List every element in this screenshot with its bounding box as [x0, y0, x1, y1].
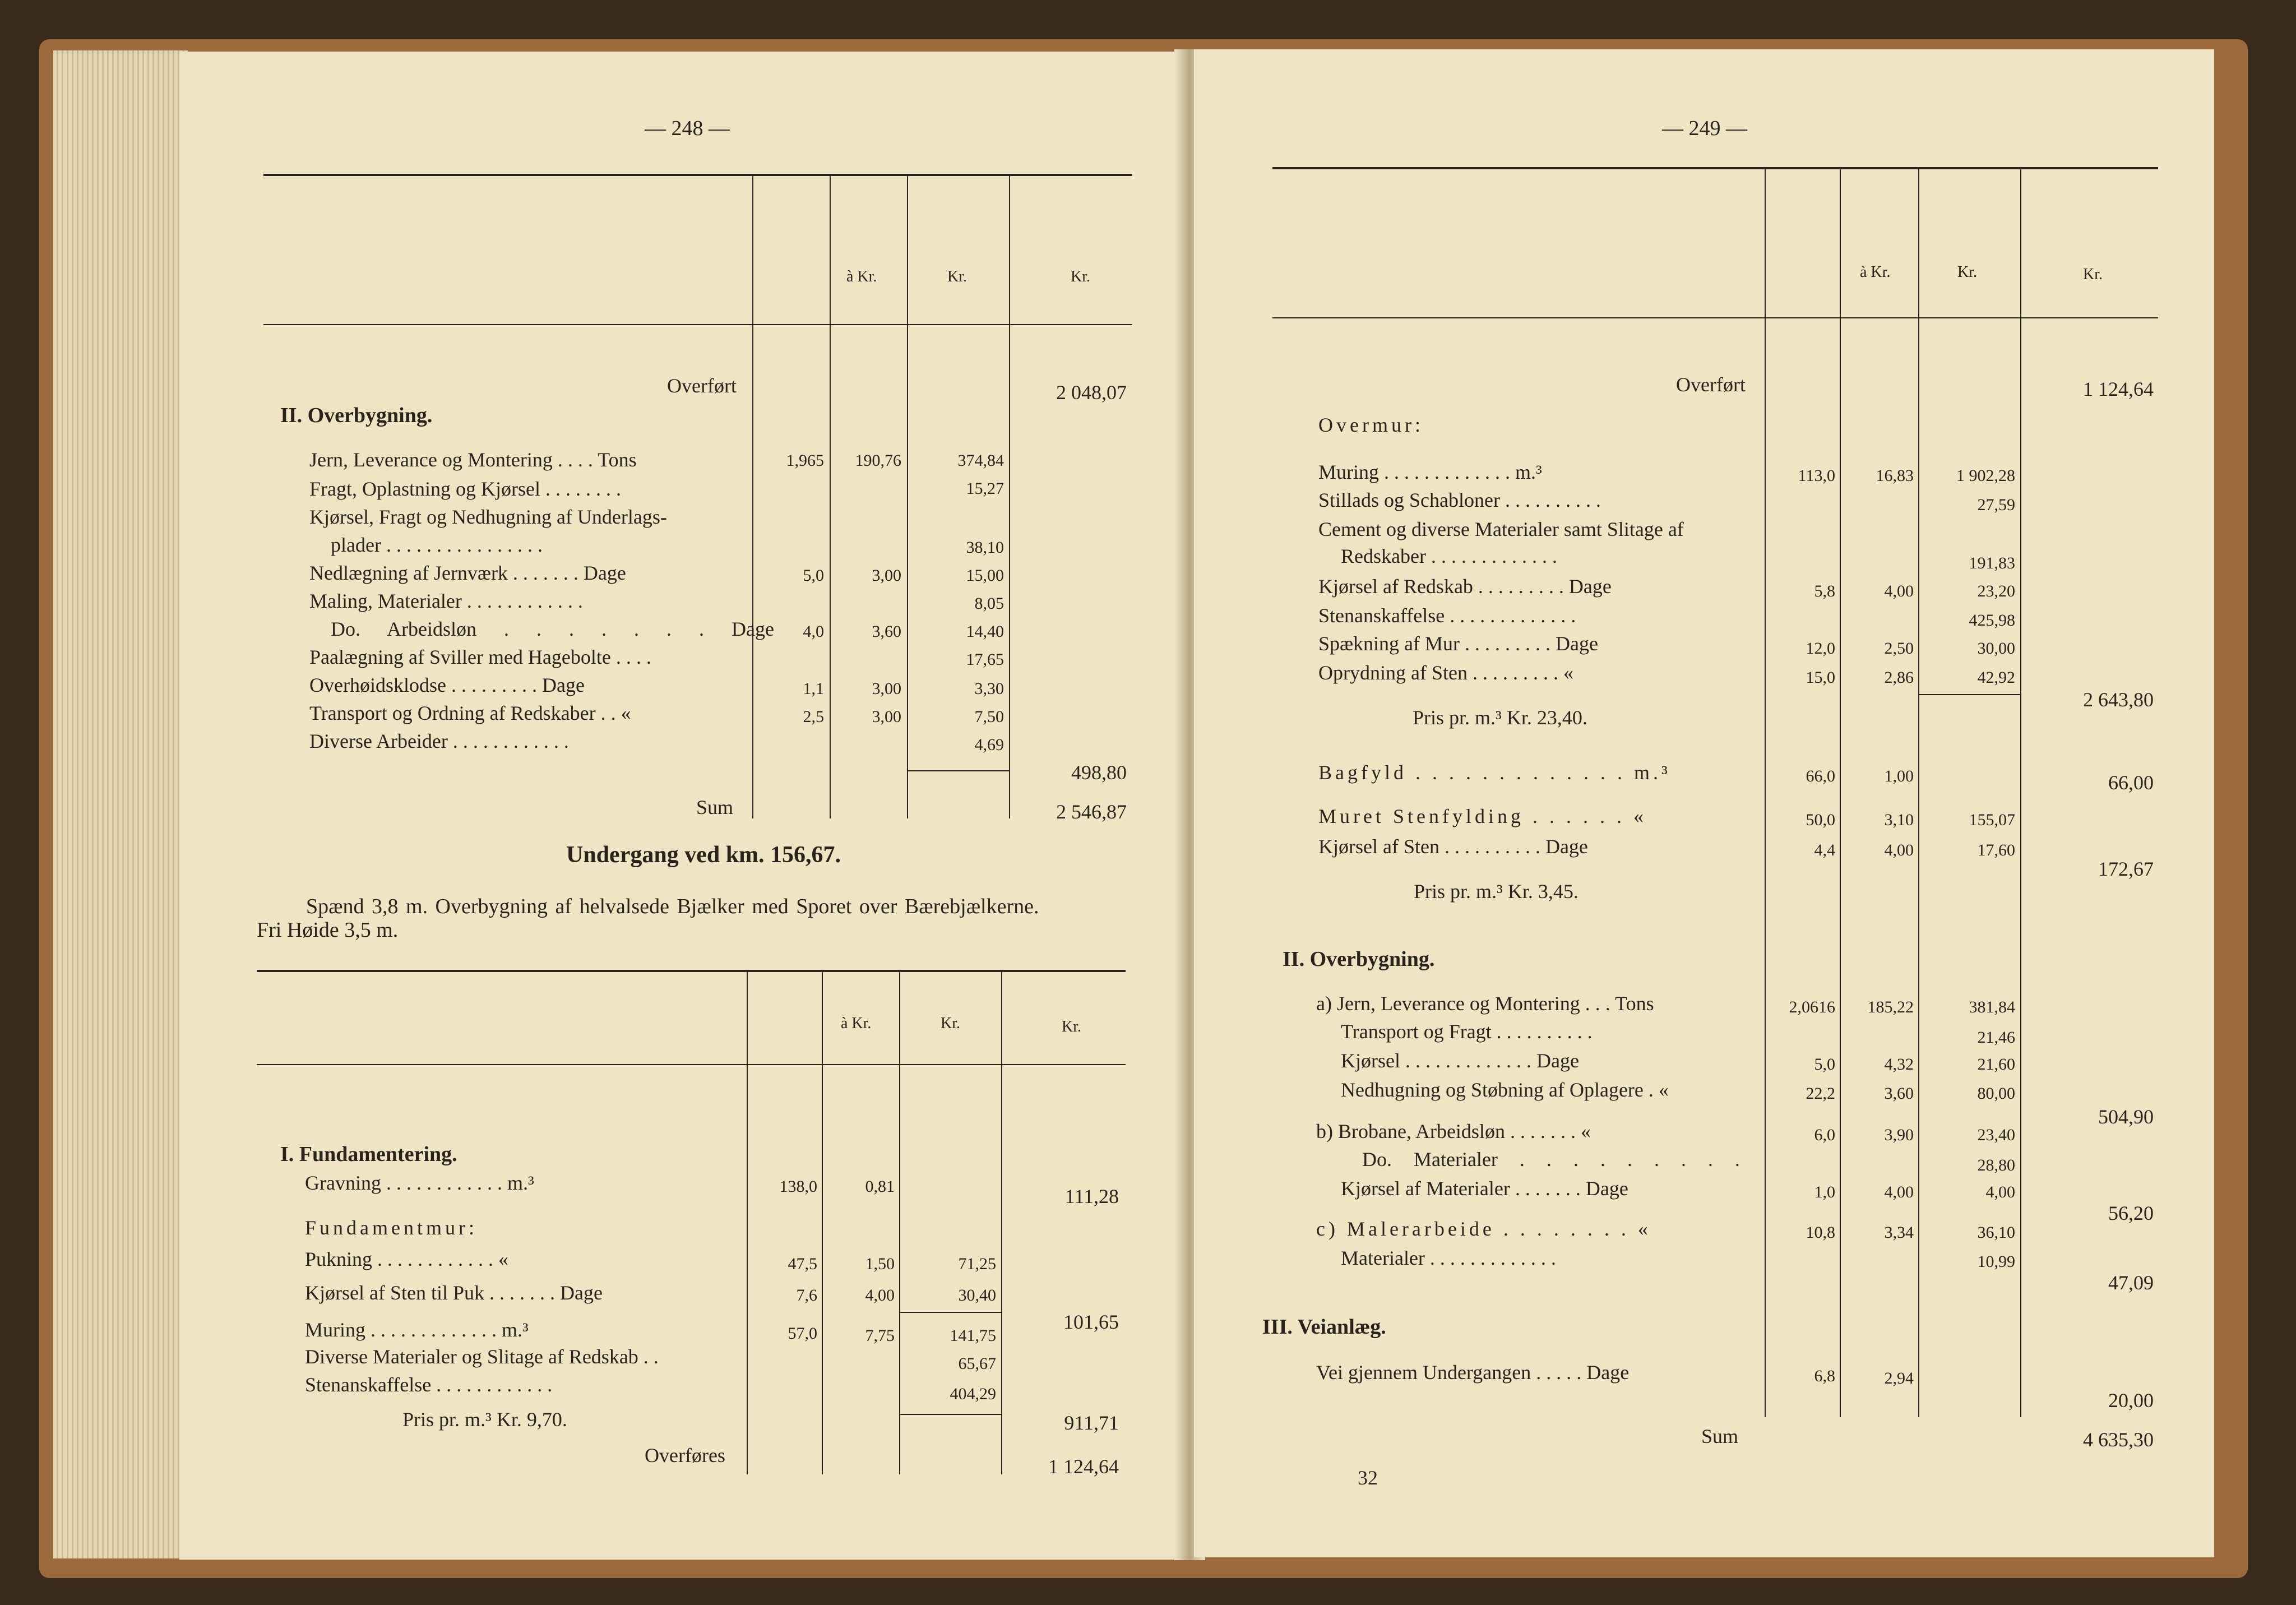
table2-rule-top [257, 970, 1126, 972]
row-rate: 2,86 [1884, 668, 1914, 687]
row-text: Nedlægning af Jernværk . . . . . . . Dage [309, 562, 626, 584]
row-rate: 3,60 [872, 622, 901, 641]
row-qty: 138,0 [779, 1177, 817, 1196]
row-text: Diverse Materialer og Slitage af Redskab . . [305, 1345, 659, 1368]
row-amount: 30,40 [958, 1286, 996, 1305]
row-rate: 0,81 [865, 1177, 895, 1196]
subsection-heading: Overmur: [1318, 414, 1424, 436]
subtotal-rule [1918, 694, 2020, 695]
subtotal-rule [899, 1312, 1001, 1313]
col-head-amount: Kr. [947, 268, 967, 285]
gravning-total: 111,28 [1064, 1185, 1119, 1208]
row-amount: 27,59 [1977, 496, 2015, 514]
page-number: — 249 — [1662, 117, 1747, 140]
row-qty: 1,1 [803, 679, 824, 698]
row-text: Bagfyld . . . . . . . . . . . . . m.³ [1318, 761, 1671, 784]
row-text: Kjørsel af Redskab . . . . . . . . . Dage [1318, 575, 1612, 598]
row-text: Spækning af Mur . . . . . . . . . Dage [1318, 632, 1598, 655]
row-amount: 4,69 [974, 736, 1004, 754]
row-qty: 4,4 [1814, 841, 1835, 859]
row-text: a) Jern, Leverance og Montering . . . Tons [1316, 992, 1654, 1015]
bagfyld-total: 66,00 [2108, 771, 2154, 794]
row-qty: 113,0 [1798, 466, 1835, 485]
row-rate: 2,94 [1884, 1369, 1914, 1387]
row-text: Do. Arbeidsløn . . . . . . . Dage [331, 618, 774, 640]
vei-total: 20,00 [2108, 1389, 2154, 1412]
row-amount: 374,84 [957, 451, 1004, 470]
col-divider [822, 970, 823, 1474]
row-qty: 12,0 [1806, 639, 1835, 658]
page-number: — 248 — [645, 117, 730, 140]
row-amount: 155,07 [1969, 811, 2015, 829]
row-qty: 5,0 [1814, 1055, 1835, 1074]
table-rule-top [263, 174, 1132, 176]
col-divider [907, 174, 908, 818]
row-amount: 23,40 [1977, 1126, 2015, 1144]
row-text: Maling, Materialer . . . . . . . . . . . . [309, 590, 583, 612]
sum-label: Sum [1701, 1425, 1739, 1447]
row-amount: 17,60 [1977, 841, 2015, 859]
row-qty: 1,0 [1814, 1183, 1835, 1201]
overmur-total: 2 643,80 [2083, 688, 2154, 711]
row-text: Stillads og Schabloner . . . . . . . . . . [1318, 489, 1601, 511]
subtotal-rule [899, 1414, 1001, 1415]
row-qty: 1,965 [786, 451, 824, 470]
row-rate: 1,00 [1884, 767, 1914, 785]
price-note: Pris pr. m.³ Kr. 9,70. [402, 1408, 567, 1431]
row-text: b) Brobane, Arbeidsløn . . . . . . . « [1316, 1120, 1591, 1143]
right-page [1194, 49, 2214, 1557]
row-text: Muring . . . . . . . . . . . . . m.³ [305, 1319, 529, 1341]
col-divider [752, 174, 753, 818]
row-amount: 80,00 [1977, 1084, 2015, 1103]
row-amount: 381,84 [1969, 998, 2015, 1016]
row-text: Kjørsel af Sten til Puk . . . . . . . Dage [305, 1282, 603, 1304]
description-line: Fri Høide 3,5 m. [257, 918, 399, 942]
overbygning-a-total: 504,90 [2098, 1106, 2154, 1128]
row-qty: 6,8 [1814, 1367, 1835, 1385]
row-rate: 3,60 [1884, 1084, 1914, 1103]
section-heading: II. Overbygning. [1283, 947, 1435, 971]
row-amount: 21,46 [1977, 1028, 2015, 1047]
overfort-total: 1 124,64 [2083, 378, 2154, 400]
row-qty: 15,0 [1806, 668, 1835, 687]
table2-rule-head [257, 1064, 1126, 1065]
overbygning-c-total: 47,09 [2108, 1271, 2154, 1294]
row-qty: 2,5 [803, 707, 824, 726]
row-rate: 1,50 [865, 1255, 895, 1273]
row-rate: 3,34 [1884, 1223, 1914, 1242]
section-heading: III. Veianlæg. [1262, 1315, 1386, 1339]
row-amount: 42,92 [1977, 668, 2015, 687]
row-text: Pukning . . . . . . . . . . . . « [305, 1248, 509, 1270]
row-text: Muring . . . . . . . . . . . . . m.³ [1318, 461, 1542, 483]
subtotal-rule [907, 770, 1009, 771]
table-rule-head [1272, 317, 2158, 318]
row-text: Kjørsel af Sten . . . . . . . . . . Dage [1318, 835, 1588, 858]
col-divider [2020, 167, 2021, 1417]
col-divider [899, 970, 900, 1474]
row-text: Nedhugning og Støbning af Oplagere . « [1341, 1079, 1669, 1101]
overbygning-b-total: 56,20 [2108, 1202, 2154, 1224]
row-text: Jern, Leverance og Montering . . . . Tons [309, 448, 637, 471]
row-qty: 57,0 [788, 1324, 817, 1343]
row-amount: 14,40 [966, 622, 1004, 641]
row-amount: 30,00 [1977, 639, 2015, 658]
row-qty: 4,0 [803, 622, 824, 641]
row-rate: 3,90 [1884, 1126, 1914, 1144]
overfort-label: Overført [1676, 373, 1746, 396]
price-note: Pris pr. m.³ Kr. 23,40. [1413, 706, 1587, 729]
row-text: Gravning . . . . . . . . . . . . m.³ [305, 1172, 534, 1194]
row-text: Overhøidsklodse . . . . . . . . . Dage [309, 674, 585, 696]
row-amount: 65,67 [958, 1354, 996, 1373]
row-amount: 7,50 [974, 707, 1004, 726]
col-head-amount: Kr. [941, 1015, 960, 1032]
subtotal: 498,80 [1071, 761, 1127, 784]
row-text: plader . . . . . . . . . . . . . . . . [331, 534, 543, 556]
row-qty: 7,6 [796, 1286, 817, 1305]
row-rate: 4,32 [1884, 1055, 1914, 1074]
table-rule-head [263, 324, 1132, 325]
row-text: Vei gjennem Undergangen . . . . . Dage [1316, 1361, 1630, 1384]
row-rate: 4,00 [1884, 1183, 1914, 1201]
row-text: Fragt, Oplastning og Kjørsel . . . . . . . . [309, 478, 621, 500]
row-amount: 23,20 [1977, 582, 2015, 600]
signature-mark: 32 [1358, 1467, 1378, 1489]
row-text: Transport og Ordning af Redskaber . . « [309, 702, 631, 724]
row-amount: 71,25 [958, 1255, 996, 1273]
row-text: Muret Stenfylding . . . . . . « [1318, 805, 1647, 827]
row-rate: 7,75 [865, 1326, 895, 1345]
row-qty: 47,5 [788, 1255, 817, 1273]
col-divider [1765, 167, 1766, 1417]
row-text: Materialer . . . . . . . . . . . . . [1341, 1247, 1556, 1269]
col-head-rate: à Kr. [1860, 263, 1891, 281]
col-divider [1840, 167, 1841, 1417]
fundamentmur-subtotal: 101,65 [1063, 1311, 1119, 1333]
row-amount: 3,30 [974, 679, 1004, 698]
row-text: Stenanskaffelse . . . . . . . . . . . . . [1318, 604, 1576, 627]
row-qty: 66,0 [1806, 767, 1835, 785]
row-text: Kjørsel, Fragt og Nedhugning af Underlags- [309, 506, 667, 528]
row-amount: 17,65 [966, 650, 1004, 669]
row-text: Kjørsel af Materialer . . . . . . . Dage [1341, 1177, 1628, 1200]
row-amount: 10,99 [1977, 1252, 2015, 1271]
row-amount: 21,60 [1977, 1055, 2015, 1074]
overfort-total: 2 048,07 [1056, 381, 1127, 404]
col-divider [1009, 174, 1010, 818]
row-text: Diverse Arbeider . . . . . . . . . . . . [309, 730, 569, 752]
subsection-heading: Fundamentmur: [305, 1217, 478, 1239]
row-qty: 5,0 [803, 566, 824, 585]
table-rule-top [1272, 167, 2158, 169]
row-text: c) Malerarbeide . . . . . . . . « [1316, 1218, 1651, 1240]
col-head-rate: à Kr. [841, 1015, 872, 1032]
row-amount: 15,00 [966, 566, 1004, 585]
row-qty: 2,0616 [1789, 998, 1835, 1016]
row-qty: 22,2 [1806, 1084, 1835, 1103]
col-head-amount: Kr. [1957, 263, 1977, 281]
sum-total: 4 635,30 [2083, 1428, 2154, 1451]
overfores-total: 1 124,64 [1048, 1455, 1119, 1478]
row-qty: 50,0 [1806, 811, 1835, 829]
row-amount: 15,27 [966, 479, 1004, 498]
row-rate: 2,50 [1884, 639, 1914, 658]
row-amount: 404,29 [950, 1385, 996, 1403]
section-heading: I. Fundamentering. [280, 1143, 457, 1166]
col-divider [1001, 970, 1002, 1474]
row-amount: 1 902,28 [1956, 466, 2015, 485]
row-amount: 425,98 [1969, 611, 2015, 630]
overfores-label: Overføres [645, 1444, 725, 1467]
row-amount: 191,83 [1969, 554, 2015, 572]
price-note: Pris pr. m.³ Kr. 3,45. [1414, 880, 1578, 903]
col-head-total: Kr. [2083, 266, 2103, 283]
row-text: Paalægning af Sviller med Hagebolte . . . . [309, 646, 651, 668]
col-head-total: Kr. [1071, 268, 1090, 285]
row-amount: 8,05 [974, 594, 1004, 613]
undergang-heading: Undergang ved km. 156,67. [566, 842, 841, 868]
row-text: Redskaber . . . . . . . . . . . . . [1341, 545, 1557, 567]
row-text: Oprydning af Sten . . . . . . . . . « [1318, 662, 1573, 684]
row-text: Transport og Fragt . . . . . . . . . . [1341, 1020, 1593, 1043]
muret-total: 172,67 [2098, 858, 2154, 880]
row-rate: 190,76 [855, 451, 901, 470]
col-divider [830, 174, 831, 818]
overfort-label: Overført [667, 374, 737, 397]
row-qty: 5,8 [1814, 582, 1835, 600]
row-rate: 3,00 [872, 679, 901, 698]
row-rate: 185,22 [1867, 998, 1914, 1016]
sum-total: 2 546,87 [1056, 801, 1127, 823]
description-line: Spænd 3,8 m. Overbygning af helvalsede Bjælker med Sporet over Bærebjælkerne. [306, 895, 1039, 918]
row-text: Cement og diverse Materialer samt Slitage af [1318, 518, 1684, 540]
row-amount: 36,10 [1977, 1223, 2015, 1242]
row-rate: 3,10 [1884, 811, 1914, 829]
fundamentering-total: 911,71 [1064, 1412, 1119, 1434]
row-rate: 3,00 [872, 707, 901, 726]
col-divider [1918, 167, 1919, 1417]
row-amount: 38,10 [966, 538, 1004, 557]
row-rate: 4,00 [1884, 582, 1914, 600]
page-edges [53, 50, 188, 1558]
row-rate: 16,83 [1876, 466, 1914, 485]
col-head-rate: à Kr. [846, 268, 877, 285]
left-page [179, 52, 1183, 1560]
row-amount: 28,80 [1977, 1156, 2015, 1174]
row-qty: 10,8 [1806, 1223, 1835, 1242]
row-qty: 6,0 [1814, 1126, 1835, 1144]
section-heading: II. Overbygning. [280, 404, 433, 427]
col-divider [747, 970, 748, 1474]
row-text: Do. Materialer . . . . . . . . . [1362, 1148, 1740, 1171]
row-text: Kjørsel . . . . . . . . . . . . . Dage [1341, 1049, 1579, 1072]
row-text: Stenanskaffelse . . . . . . . . . . . . [305, 1373, 553, 1396]
row-rate: 4,00 [1884, 841, 1914, 859]
row-rate: 3,00 [872, 566, 901, 585]
col-head-total: Kr. [1062, 1018, 1081, 1035]
sum-label: Sum [696, 796, 734, 818]
row-rate: 4,00 [865, 1286, 895, 1305]
row-amount: 141,75 [950, 1326, 996, 1345]
row-amount: 4,00 [1985, 1183, 2015, 1201]
